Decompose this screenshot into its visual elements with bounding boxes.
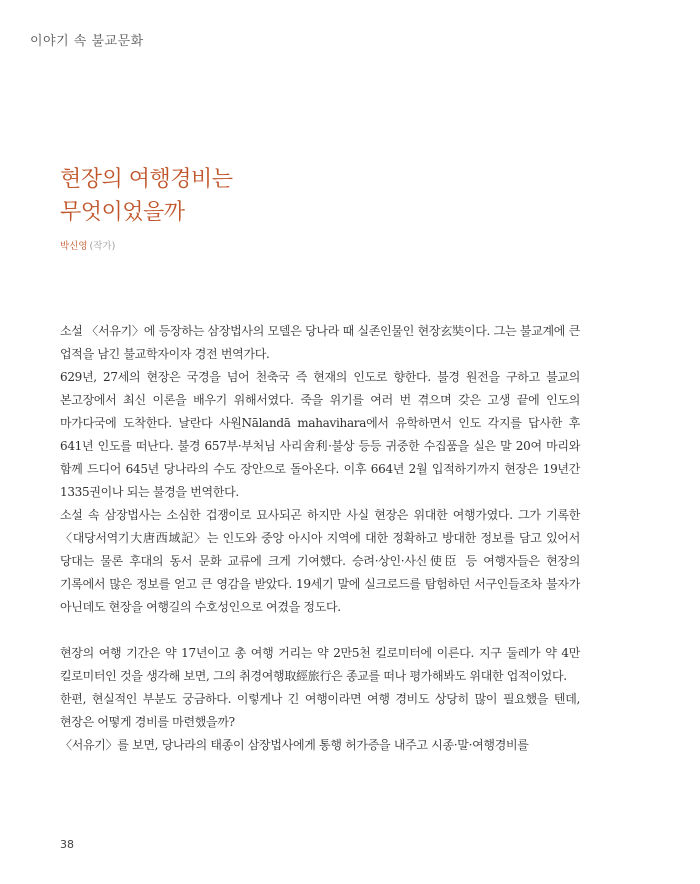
article-title-block: [60, 163, 233, 252]
article-title-line-2: 무엇이었을까: [60, 200, 185, 225]
body-paragraph-4: 현장의 여행 기간은 약 17년이고 총 여행 거리는 약 2만5천 킬로미터에 이른다. 지구 둘레가 약 4만 킬로미터인 것을 생각해 보면, 그의 취경여행取經旅行은 종교를 떠나 평가해봐도 위대한 업적이었다.: [60, 646, 580, 683]
article-title: [60, 163, 233, 229]
author-name: 박신영: [60, 241, 88, 252]
article-body: [60, 320, 580, 757]
body-paragraph-6: 〈서유기〉를 보면, 당나라의 태종이 삼장법사에게 통행 허가증을 내주고 시종·말·여행경비를: [60, 738, 529, 752]
body-paragraph-2: 629년, 27세의 현장은 국경을 넘어 천축국 즉 현재의 인도로 향한다. 불경 원전을 구하고 불교의 본고장에서 최신 이론을 배우기 위해서였다. 죽을 위기를 여러 번 겪으며 갖은 고생 끝에 인도의 마가다국에 도착한다. 날란다 사원Nālandā mahavihara에서 유학하면서 인도 각지를 답사한 후 641년 인도를 떠난다. 불경 657부·부처님 사리舍利·불상 등등 귀중한 수집품을 실은 말 20여 마리와 함께 드디어 645년 당나라의 수도 장안으로 돌아온다. 이후 664년 2월 입적하기까지 현장은 19년간 1335권이나 되는 불경을 번역한다.: [60, 370, 580, 499]
article-title-line-1: 현장의 여행경비는: [60, 167, 233, 192]
body-paragraph-5: 한편, 현실적인 부분도 궁금하다. 이렇게나 긴 여행이라면 여행 경비도 상당히 많이 필요했을 텐데, 현장은 어떻게 경비를 마련했을까?: [60, 692, 580, 729]
author-byline: [60, 238, 233, 252]
page-number: 38: [60, 838, 74, 851]
author-role: (작가): [89, 241, 116, 252]
body-paragraph-1: 소설 〈서유기〉에 등장하는 삼장법사의 모델은 당나라 때 실존인물인 현장玄奘이다. 그는 불교계에 큰 업적을 남긴 불교학자이자 경전 번역가다.: [60, 324, 580, 361]
running-header: 이야기 속 불교문화: [30, 34, 144, 49]
body-paragraph-3: 소설 속 삼장법사는 소심한 겁쟁이로 묘사되곤 하지만 사실 현장은 위대한 여행가였다. 그가 기록한 〈대당서역기大唐西域記〉는 인도와 중앙 아시아 지역에 대한 정확하고 방대한 정보를 담고 있어서 당대는 물론 후대의 동서 문화 교류에 크게 기여했다. 승려·상인·사신使臣 등 여행자들은 현장의 기록에서 많은 정보를 얻고 큰 영감을 받았다. 19세기 말에 실크로드를 탐험하던 서구인들조차 불자가 아닌데도 현장을 여행길의 수호성인으로 여겼을 정도다.: [60, 508, 580, 614]
